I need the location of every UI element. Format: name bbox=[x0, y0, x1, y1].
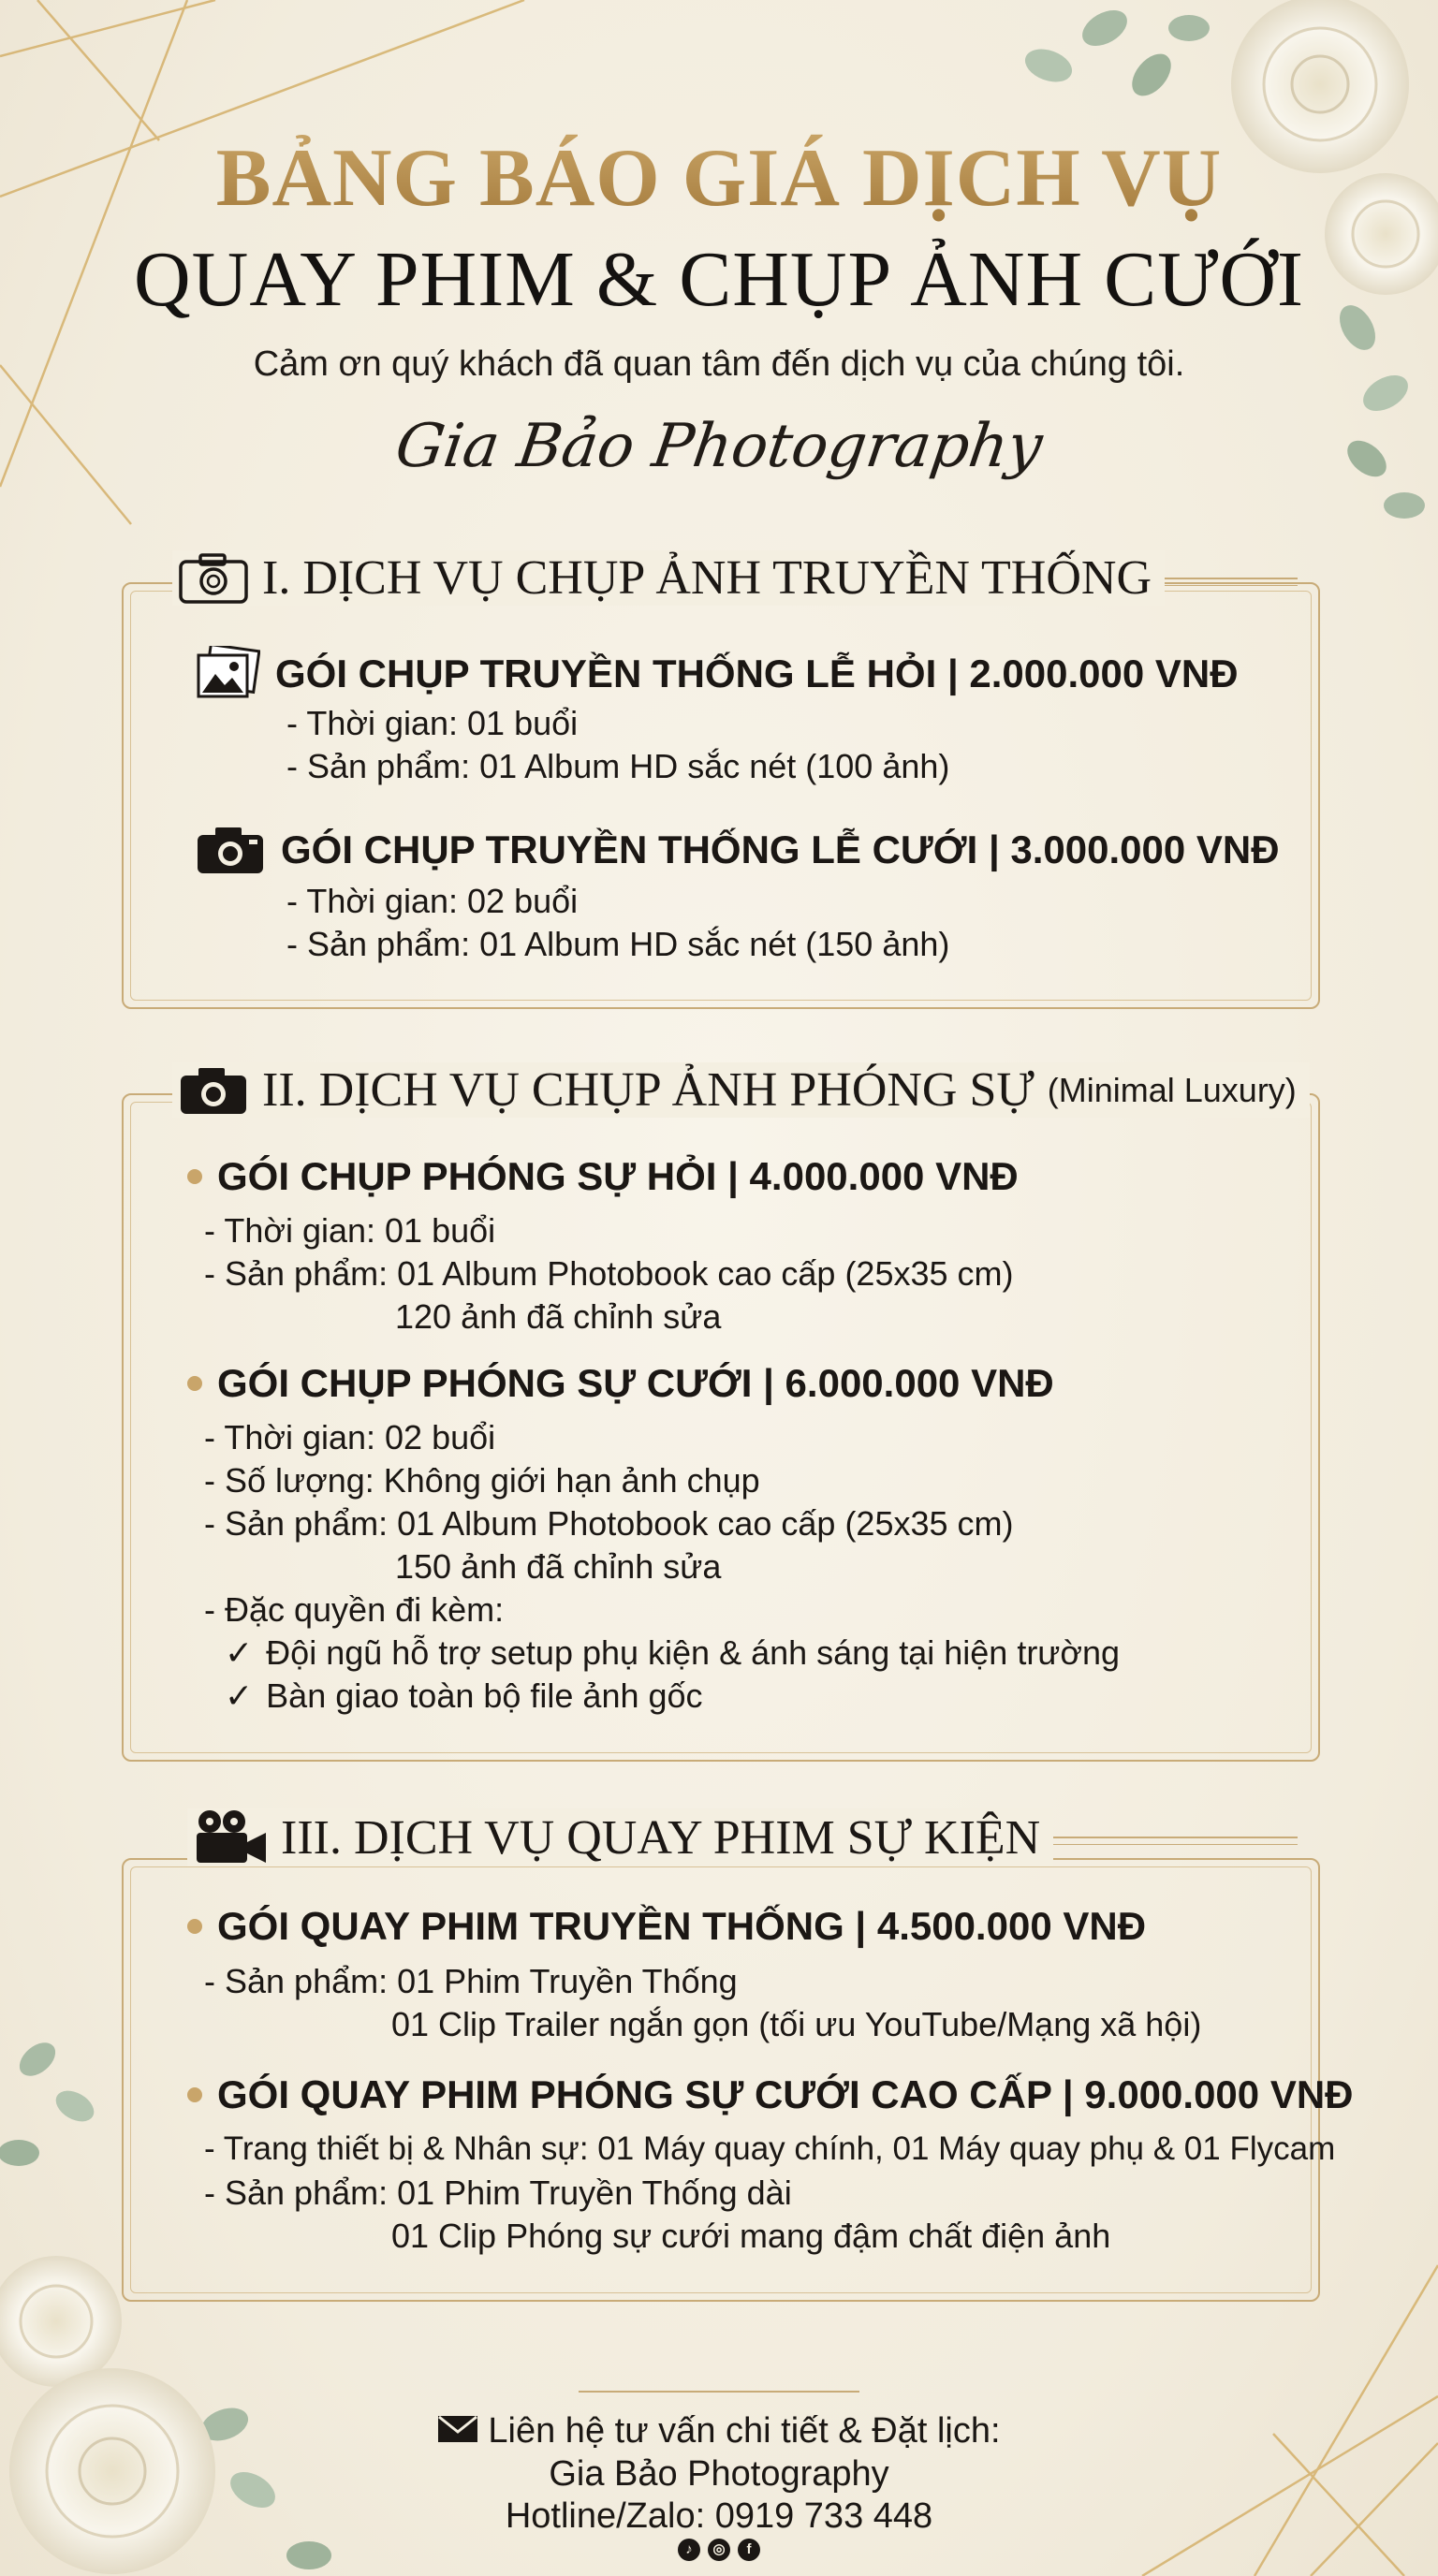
section2-title: II. DỊCH VỤ CHỤP ẢNH PHÓNG SỰ bbox=[262, 1063, 1034, 1117]
package-title: GÓI QUAY PHIM PHÓNG SỰ CƯỚI CAO CẤP | 9.000.000 VNĐ bbox=[217, 2072, 1354, 2116]
gold-bullet bbox=[187, 2087, 202, 2102]
package-title: GÓI CHỤP TRUYỀN THỐNG LỄ CƯỚI | 3.000.000 VNĐ bbox=[281, 827, 1280, 871]
package-detail: 120 ảnh đã chỉnh sửa bbox=[395, 1297, 722, 1336]
package-detail: - Thời gian: 02 buổi bbox=[286, 882, 579, 920]
section3-rule bbox=[1030, 1837, 1298, 1845]
package-detail: - Sản phẩm: 01 Album HD sắc nét (150 ảnh) bbox=[286, 925, 950, 963]
camera-outline-icon bbox=[178, 552, 249, 605]
package-detail: - Thời gian: 01 buổi bbox=[204, 1211, 496, 1250]
package-detail: - Sản phẩm: 01 Phim Truyền Thống dài bbox=[204, 2174, 792, 2212]
hotline[interactable]: Hotline/Zalo: 0919 733 448 bbox=[505, 2496, 933, 2536]
gold-bullet bbox=[187, 1919, 202, 1934]
package-detail: - Sản phẩm: 01 Album Photobook cao cấp (25x35 cm) bbox=[204, 1254, 1014, 1293]
package-detail: 01 Clip Trailer ngắn gọn (tối ưu YouTube/Mạng xã hội) bbox=[391, 2005, 1202, 2043]
package-hoi-reportage bbox=[187, 1154, 1019, 1199]
contact-label: Liên hệ tư vấn chi tiết & Đặt lịch: bbox=[488, 2411, 1001, 2451]
package-detail: - Thời gian: 01 buổi bbox=[286, 704, 579, 742]
gold-bullet bbox=[187, 1169, 202, 1184]
tiktok-icon[interactable]: ♪ bbox=[678, 2539, 700, 2561]
video-camera-icon bbox=[193, 1808, 268, 1866]
photo-frame-icon bbox=[195, 646, 260, 702]
package-hoi-traditional bbox=[195, 646, 1239, 702]
studio-signature: Gia Bảo Photography bbox=[391, 412, 1047, 481]
section1-rule bbox=[1157, 578, 1298, 586]
instagram-icon[interactable]: ◎ bbox=[708, 2539, 730, 2561]
section1-heading bbox=[172, 550, 1165, 606]
section2-heading bbox=[172, 1062, 1310, 1118]
package-title: GÓI CHỤP TRUYỀN THỐNG LỄ HỎI | 2.000.000 VNĐ bbox=[275, 651, 1239, 695]
package-cuoi-traditional bbox=[195, 824, 1280, 876]
gold-bullet bbox=[187, 1376, 202, 1391]
section3-heading bbox=[187, 1808, 1053, 1866]
thank-you-note: Cảm ơn quý khách đã quan tâm đến dịch vụ của chúng tôi. bbox=[253, 344, 1185, 384]
package-detail: 01 Clip Phóng sự cưới mang đậm chất điện ảnh bbox=[391, 2217, 1111, 2255]
package-detail: - Thời gian: 02 buổi bbox=[204, 1418, 496, 1456]
package-detail: - Sản phẩm: 01 Album HD sắc nét (100 ảnh) bbox=[286, 747, 950, 785]
package-traditional-video bbox=[187, 1904, 1146, 1949]
perk-item: ✓ Đội ngũ hỗ trợ setup phụ kiện & ánh sáng tại hiện trường bbox=[225, 1633, 1121, 1672]
package-detail: - Đặc quyền đi kèm: bbox=[204, 1590, 505, 1629]
footer-studio-name: Gia Bảo Photography bbox=[549, 2454, 889, 2494]
footer-divider bbox=[579, 2391, 859, 2393]
checkmark-icon: ✓ bbox=[225, 1633, 254, 1672]
package-title: GÓI CHỤP PHÓNG SỰ HỎI | 4.000.000 VNĐ bbox=[217, 1154, 1019, 1198]
envelope-icon bbox=[437, 2412, 478, 2452]
package-detail: - Sản phẩm: 01 Phim Truyền Thống bbox=[204, 1962, 738, 2000]
package-detail: 150 ảnh đã chỉnh sửa bbox=[395, 1547, 722, 1586]
section3-title: III. DỊCH VỤ QUAY PHIM SỰ KIỆN bbox=[281, 1810, 1041, 1865]
checkmark-icon: ✓ bbox=[225, 1676, 254, 1715]
facebook-icon[interactable]: f bbox=[738, 2539, 760, 2561]
contact-label-row bbox=[0, 2411, 1438, 2452]
package-cuoi-reportage bbox=[187, 1361, 1054, 1406]
perk-item: ✓ Bàn giao toàn bộ file ảnh gốc bbox=[225, 1676, 703, 1715]
package-title: GÓI CHỤP PHÓNG SỰ CƯỚI | 6.000.000 VNĐ bbox=[217, 1361, 1054, 1405]
camera-icon bbox=[178, 1064, 249, 1117]
camera-icon bbox=[195, 824, 266, 876]
main-title: BẢNG BÁO GIÁ DỊCH VỤ bbox=[0, 131, 1438, 226]
package-title: GÓI QUAY PHIM TRUYỀN THỐNG | 4.500.000 VNĐ bbox=[217, 1904, 1147, 1948]
section2-subtitle: (Minimal Luxury) bbox=[1047, 1070, 1297, 1109]
package-detail: - Sản phẩm: 01 Album Photobook cao cấp (25x35 cm) bbox=[204, 1504, 1014, 1543]
main-subtitle: QUAY PHIM & CHỤP ẢNH CƯỚI bbox=[134, 236, 1304, 323]
section1-title: I. DỊCH VỤ CHỤP ẢNH TRUYỀN THỐNG bbox=[262, 551, 1152, 605]
package-premium-video bbox=[187, 2072, 1354, 2117]
package-detail: - Trang thiết bị & Nhân sự: 01 Máy quay chính, 01 Máy quay phụ & 01 Flycam bbox=[204, 2130, 1336, 2167]
package-detail: - Số lượng: Không giới hạn ảnh chụp bbox=[204, 1461, 760, 1500]
